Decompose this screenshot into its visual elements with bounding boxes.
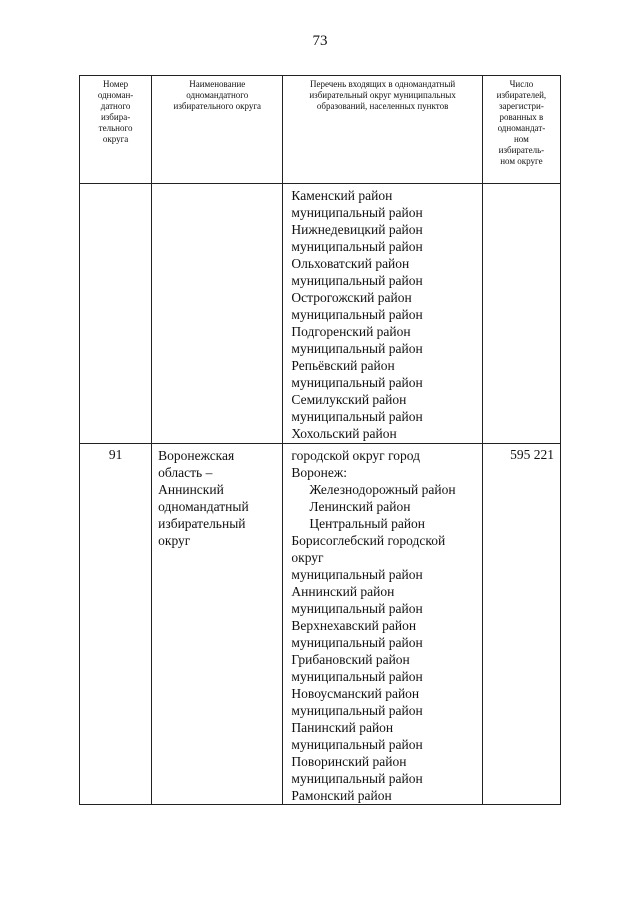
municipality-item: Поворинский район (291, 754, 407, 769)
text-line: избира- (100, 112, 131, 122)
text-line: одноман- (97, 90, 134, 100)
voters-count (482, 184, 560, 444)
table-row (80, 184, 561, 444)
municipality-item: Железнодорожный район (309, 482, 456, 497)
text-line: избирателей, (496, 90, 547, 100)
text-line: Перечень входящих в одномандатный (310, 79, 456, 89)
municipality-item: муниципальный район (291, 273, 423, 288)
header-district-name (152, 76, 283, 184)
text-line: ном округе (500, 156, 543, 166)
header-municipalities (283, 76, 482, 184)
municipality-item: Аннинский район (291, 584, 395, 599)
municipalities-list (283, 184, 482, 444)
text-line: округа (102, 134, 129, 144)
text-line: Номер (103, 79, 129, 89)
municipality-item: муниципальный район (291, 737, 423, 752)
municipality-item: Новоусманский район (291, 686, 420, 701)
municipality-item: Грибановский район (291, 652, 410, 667)
municipality-item: Семилукский район (291, 392, 407, 407)
text-line: одномандатный (158, 499, 249, 514)
text-line: округ (158, 533, 191, 548)
municipality-item: Воронеж: (291, 465, 347, 480)
municipality-item: Нижнедевицкий район (291, 222, 423, 237)
table-header-row (80, 76, 561, 184)
header-voters-count (482, 76, 560, 184)
text-line: Число (509, 79, 534, 89)
municipality-item: округ (291, 550, 324, 565)
municipalities-list (283, 444, 482, 805)
municipality-item: Подгоренский район (291, 324, 411, 339)
municipality-item: муниципальный район (291, 567, 423, 582)
municipality-item: Ольховатский район (291, 256, 410, 271)
municipality-item: Рамонский район (291, 788, 392, 803)
text-line: одномандатного (186, 90, 249, 100)
municipality-item: Борисоглебский городской (291, 533, 446, 548)
district-number: 91 (80, 444, 152, 805)
district-name (152, 184, 283, 444)
municipality-item: Верхнехавский район (291, 618, 417, 633)
municipality-item: Ленинский район (309, 499, 411, 514)
text-line: датного (100, 101, 131, 111)
municipality-item: муниципальный район (291, 409, 423, 424)
municipality-item: Острогожский район (291, 290, 412, 305)
text-line: Аннинский (158, 482, 224, 497)
municipality-item: муниципальный район (291, 771, 423, 786)
text-line: одномандат- (497, 123, 546, 133)
municipality-item: муниципальный район (291, 341, 423, 356)
text-line: избиратель- (498, 145, 545, 155)
municipality-item: муниципальный район (291, 635, 423, 650)
municipality-item: муниципальный район (291, 669, 423, 684)
municipality-item: Каменский район (291, 188, 393, 203)
text-line: рованных в (499, 112, 544, 122)
municipality-item: муниципальный район (291, 205, 423, 220)
text-line: избирательного округа (173, 101, 262, 111)
text-line: Наименование (189, 79, 246, 89)
municipality-item: городской округ город (291, 448, 421, 463)
municipality-item: Репьёвский район (291, 358, 395, 373)
text-line: Воронежская (158, 448, 235, 463)
municipality-item: муниципальный район (291, 601, 423, 616)
text-line: избирательный (158, 516, 246, 531)
text-line: зарегистри- (498, 101, 544, 111)
text-line: тельного (98, 123, 133, 133)
text-line: образований, населенных пунктов (316, 101, 449, 111)
voters-count: 595 221 (482, 444, 560, 805)
municipality-item: муниципальный район (291, 375, 423, 390)
district-name (152, 444, 283, 805)
page-number: 73 (312, 33, 328, 49)
municipality-item: Центральный район (309, 516, 426, 531)
text-line: избирательный округ муниципальных (309, 90, 456, 100)
municipality-item: муниципальный район (291, 239, 423, 254)
header-district-number (80, 76, 152, 184)
district-number (80, 184, 152, 444)
table-row (80, 444, 561, 805)
districts-table (79, 75, 561, 805)
text-line: ном (513, 134, 529, 144)
municipality-item: Хохольский район (291, 426, 397, 441)
municipality-item: муниципальный район (291, 307, 423, 322)
text-line: область – (158, 465, 213, 480)
municipality-item: муниципальный район (291, 703, 423, 718)
municipality-item: Панинский район (291, 720, 394, 735)
